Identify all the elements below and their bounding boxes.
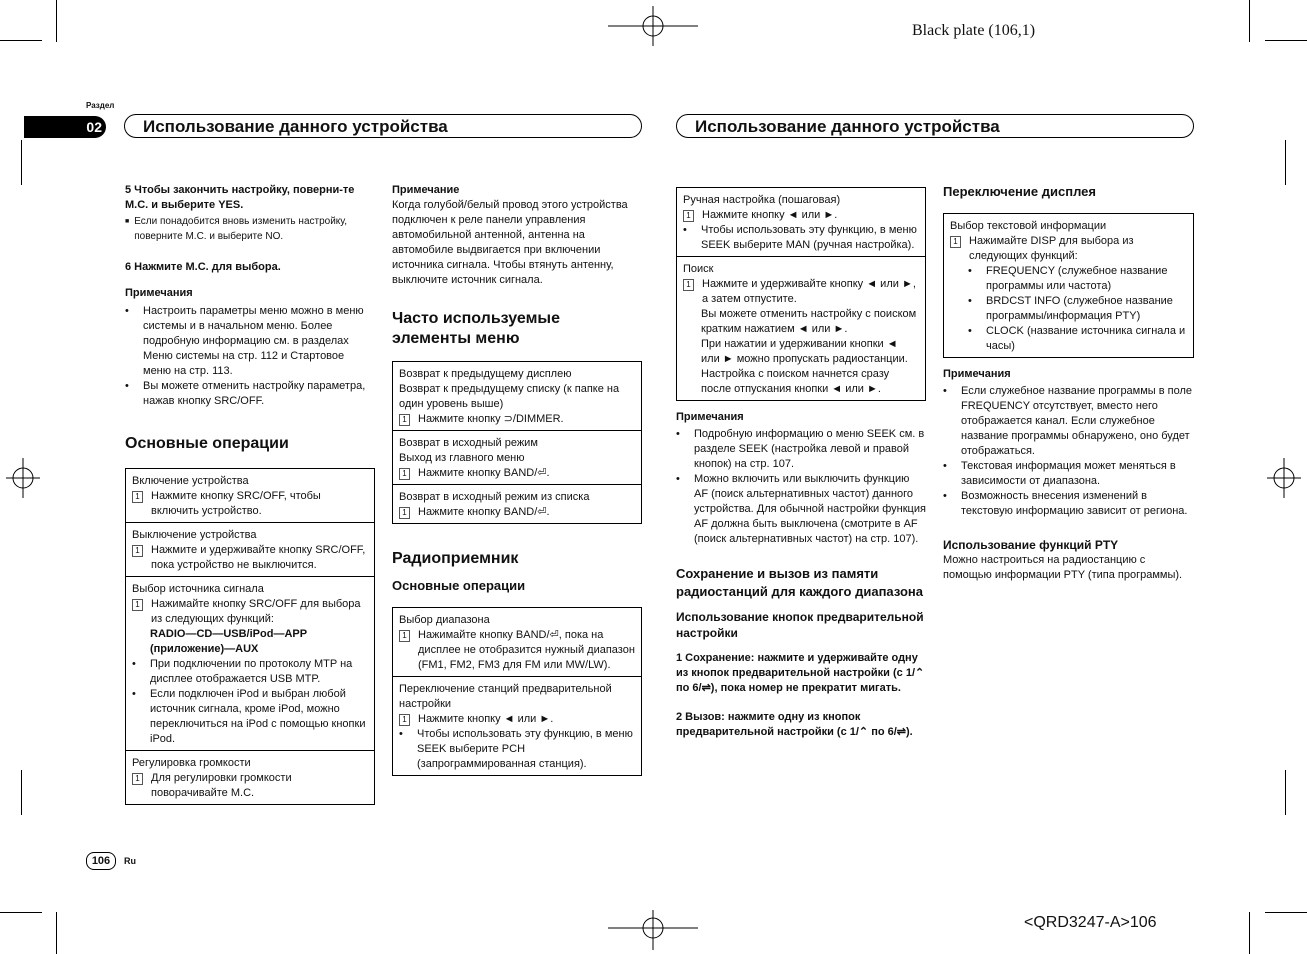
note-item: • Возможность внесения изменений в текстовую информацию зависит от региона.: [943, 490, 1188, 517]
crop-mark: [1285, 770, 1286, 815]
notes-title: Примечания: [676, 411, 744, 423]
registration-mark-bottom: [608, 910, 698, 950]
note-item: • Вы можете отменить настройку параметра, нажав кнопку SRC/OFF.: [125, 380, 366, 407]
note-text: Когда голубой/белый провод этого устройства подключен к реле панели управления автомобильной антенной, антенна на автомобиле выдвигается при включении источника сигнала. Чтобы втянуть антенну, выключите источник сигнала.: [392, 199, 628, 286]
crop-mark: [1249, 0, 1250, 42]
registration-mark-right: [1267, 458, 1301, 498]
display-box: [943, 213, 1194, 358]
registration-mark-top: [608, 6, 698, 46]
box-section: Выбор текстовой информации 1 Нажимайте DISP для выбора из следующих функций: • FREQUENCY (служебное название программы или частота) • BRDCST INFO (служебное название программы/информация PTY) • CLOCK (название источника сигнала и часы): [950, 220, 1186, 352]
column-1: [125, 183, 375, 805]
crop-mark: [21, 140, 22, 185]
step-number-icon: 1: [399, 714, 410, 726]
registration-mark-left: [6, 458, 40, 498]
column-3: [676, 187, 926, 740]
crop-mark: [1265, 40, 1307, 41]
note-item: • Настроить параметры меню можно в меню системы и в начальном меню. Более подробную информацию см. в разделах Меню системы на стр. 112 и Стартовое меню на стр. 113.: [125, 305, 364, 377]
box-section: Поиск 1 Нажмите и удерживайте кнопку ◄ или ►, а затем отпустите. Вы можете отменить настройку с поиском кратким нажатием ◄ или ►. При нажатии и удерживании кнопки ◄ или ► можно пропускать радиостанции. Настройка с поиском начнется сразу после отпускания кнопки ◄ или ►.: [683, 263, 917, 395]
step-number-icon: 1: [683, 279, 694, 291]
basic-ops-title: Основные операции: [125, 435, 289, 452]
crop-mark: [0, 912, 42, 913]
box-section: Возврат в исходный режим Выход из главного меню 1 Нажмите кнопку BAND/⏎.: [393, 431, 641, 485]
note-item: • Можно включить или выключить функцию AF (поиск альтернативных частот) данного устройства. Для обычной настройки функция AF должна быть выключена (смотрите в AF (поиск альтернативных частот) на стр. 107).: [676, 473, 926, 545]
box-section: Ручная настройка (пошаговая) 1 Нажмите кнопку ◄ или ►. • Чтобы использовать эту функцию, в меню SEEK выберите MAN (ручная настройка).: [677, 188, 925, 257]
box-section: Включение устройства 1 Нажмите кнопку SRC/OFF, чтобы включить устройство.: [126, 469, 374, 523]
notes-title: Примечания: [943, 368, 1011, 380]
step-number-icon: 1: [132, 599, 143, 611]
display-title: Переключение дисплея: [943, 184, 1096, 199]
step-number-icon: 1: [683, 210, 694, 222]
notes-title: Примечания: [125, 287, 193, 299]
box-section: Выбор источника сигнала 1 Нажимайте кнопку SRC/OFF для выбора из следующих функций: RADIO—CD—USB/iPod—APP (приложение)—AUX • При подключении по протоколу MTP на дисплее отображается USB MTP. • Если подключен iPod и выбран любой источник сигнала, кроме iPod, можно переключиться на iPod с помощью кнопки iPod.: [126, 577, 374, 751]
radio-subtitle: Основные операции: [392, 578, 526, 593]
tuning-box: [676, 187, 926, 401]
step-5-note: Если понадобится вновь изменить настройку, поверните M.C. и выберите NO.: [134, 216, 348, 242]
note-item: • Текстовая информация может меняться в зависимости от диапазона.: [943, 460, 1176, 487]
crop-mark: [56, 912, 57, 954]
crop-mark: [1249, 912, 1250, 954]
step-number-icon: 1: [399, 507, 410, 519]
radio-box: [392, 607, 642, 776]
plate-label: Black plate (106,1): [912, 22, 1036, 39]
crop-mark: [21, 770, 22, 815]
note-item: • Если служебное название программы в поле FREQUENCY отсутствует, вместо него отображается канал. Если служебное название программы обнаружено, оно будет отображаться.: [943, 385, 1193, 457]
box-section: Выбор диапазона 1 Нажимайте кнопку BAND/⏎, пока на дисплее не отобразится нужный диапазон (FM1, FM2, FM3 для FM или MW/LW).: [393, 608, 641, 677]
page-number-badge: 106: [86, 852, 116, 870]
crop-mark: [1265, 912, 1307, 913]
box-section: Выключение устройства 1 Нажмите и удерживайте кнопку SRC/OFF, пока устройство не выключится.: [126, 523, 374, 577]
menu-title: Часто используемые элементы меню: [392, 310, 560, 347]
step-5: 5 Чтобы закончить настройку, поверни-те M.C. и выберите YES.: [125, 184, 355, 211]
document-code: <QRD3247-A>106: [1024, 914, 1157, 931]
box-section: Регулировка громкости 1 Для регулировки громкости поворачивайте M.C.: [132, 757, 292, 799]
pty-title: Использование функций PTY: [943, 538, 1119, 552]
language-code: Ru: [124, 856, 136, 866]
step-number-icon: 1: [950, 236, 961, 248]
basic-ops-box: [125, 468, 375, 805]
column-4: [943, 183, 1194, 583]
section-label: Раздел: [86, 101, 115, 110]
box-section: Возврат к предыдущему дисплею Возврат к предыдущему списку (к папке на один уровень выше) 1 Нажмите кнопку ⊃/DIMMER.: [393, 362, 641, 431]
step-6: 6 Нажмите M.C. для выбора.: [125, 261, 281, 273]
note-title: Примечание: [392, 184, 460, 196]
section-number-badge: 02: [24, 116, 106, 138]
crop-mark: [0, 40, 42, 41]
note-item: • Подробную информацию о меню SEEK см. в разделе SEEK (настройка левой и правой кнопок) на стр. 107.: [676, 428, 925, 470]
square-bullet-icon: ■: [125, 218, 130, 225]
header-title-right: Использование данного устройства: [676, 114, 1194, 138]
step-number-icon: 1: [132, 545, 143, 557]
preset-title: Использование кнопок предварительной настройки: [676, 610, 924, 640]
menu-box: [392, 361, 642, 524]
crop-mark: [1285, 140, 1286, 185]
box-section: Возврат в исходный режим из списка 1 Нажмите кнопку BAND/⏎.: [399, 491, 590, 518]
box-section: Переключение станций предварительной настройки 1 Нажмите кнопку ◄ или ►. • Чтобы использовать эту функцию, в меню SEEK выберите PCH (запрограммированная станция).: [399, 683, 633, 770]
radio-title: Радиоприемник: [392, 550, 519, 567]
pty-text: Можно настроиться на радиостанцию с помощью информации PTY (типа программы).: [943, 554, 1183, 581]
header-title-left: Использование данного устройства: [124, 114, 642, 138]
step-number-icon: 1: [399, 468, 410, 480]
step-number-icon: 1: [399, 414, 410, 426]
step-number-icon: 1: [132, 491, 143, 503]
crop-mark: [56, 0, 57, 42]
step-number-icon: 1: [399, 630, 410, 642]
column-2: [392, 183, 642, 776]
step-number-icon: 1: [132, 773, 143, 785]
preset-step-2: 2 Вызов: нажмите одну из кнопок предварительной настройки (с 1/⌃ по 6/⇌).: [676, 711, 913, 738]
preset-step-1: 1 Сохранение: нажмите и удерживайте одну из кнопок предварительной настройки (с 1/⌃ по 6/⇌), пока номер не прекратит мигать.: [676, 652, 925, 694]
memory-title: Сохранение и вызов из памяти радиостанций для каждого диапазона: [676, 566, 923, 599]
